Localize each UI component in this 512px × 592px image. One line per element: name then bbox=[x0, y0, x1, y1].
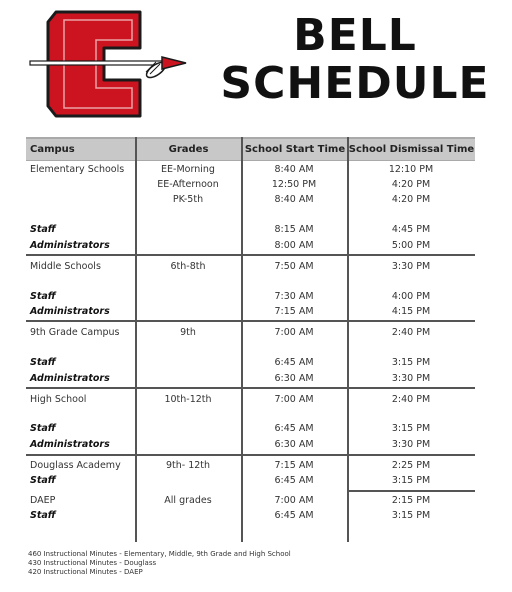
grade-cell: 6th-8th bbox=[170, 261, 206, 272]
page-title bbox=[210, 10, 500, 109]
dismissal-time: 12:10 PM bbox=[388, 164, 434, 175]
header-dismissal-time: School Dismissal Time bbox=[348, 137, 475, 161]
dismissal-time: 2:25 PM bbox=[391, 460, 431, 471]
grade-cell: All grades bbox=[164, 495, 212, 506]
campus-name: Middle Schools bbox=[30, 261, 101, 272]
administrators-label: Administrators bbox=[30, 240, 110, 251]
start-time: 7:00 AM bbox=[274, 495, 314, 506]
row-divider bbox=[26, 320, 475, 322]
dismissal-time: 4:45 PM bbox=[391, 224, 431, 235]
start-time: 7:15 AM bbox=[274, 460, 314, 471]
dismissal-time: 4:20 PM bbox=[391, 179, 431, 190]
grade-cell: EE-Morning bbox=[161, 164, 215, 175]
grade-cell: PK-5th bbox=[172, 194, 204, 205]
note-line: 460 Instructional Minutes - Elementary, Middle, 9th Grade and High School bbox=[28, 550, 291, 558]
staff-label: Staff bbox=[30, 224, 56, 235]
dismissal-time: 4:00 PM bbox=[391, 291, 431, 302]
header-grades: Grades bbox=[135, 137, 242, 161]
dismissal-time: 2:15 PM bbox=[391, 495, 431, 506]
campus-name: Douglass Academy bbox=[30, 460, 121, 471]
dismissal-time: 3:15 PM bbox=[391, 475, 431, 486]
administrators-label: Administrators bbox=[30, 439, 110, 450]
administrators-label: Administrators bbox=[30, 306, 110, 317]
dismissal-time: 5:00 PM bbox=[391, 240, 431, 251]
dismissal-time: 2:40 PM bbox=[391, 327, 431, 338]
staff-label: Staff bbox=[30, 510, 56, 521]
grade-cell: 10th-12th bbox=[164, 394, 212, 405]
start-time: 8:40 AM bbox=[274, 164, 314, 175]
start-time: 8:15 AM bbox=[274, 224, 314, 235]
staff-label: Staff bbox=[30, 423, 56, 434]
campus-name: Elementary Schools bbox=[30, 164, 125, 175]
staff-label: Staff bbox=[30, 291, 56, 302]
school-logo bbox=[28, 10, 200, 118]
start-time: 6:45 AM bbox=[274, 510, 314, 521]
row-divider bbox=[26, 387, 475, 389]
dismissal-time: 3:30 PM bbox=[391, 439, 431, 450]
dismissal-time: 3:15 PM bbox=[391, 423, 431, 434]
start-time: 7:50 AM bbox=[274, 261, 314, 272]
row-divider bbox=[26, 454, 475, 456]
note-line: 430 Instructional Minutes - Douglass bbox=[28, 559, 157, 567]
start-time: 6:45 AM bbox=[274, 423, 314, 434]
note-line: 420 Instructional Minutes - DAEP bbox=[28, 568, 143, 576]
title-line-2: SCHEDULE bbox=[220, 58, 490, 109]
dismissal-time: 3:15 PM bbox=[391, 510, 431, 521]
campus-name: DAEP bbox=[30, 495, 56, 506]
start-time: 8:00 AM bbox=[274, 240, 314, 251]
staff-label: Staff bbox=[30, 357, 56, 368]
dismissal-time: 4:20 PM bbox=[391, 194, 431, 205]
title-line-1: BELL bbox=[293, 10, 417, 61]
start-time: 6:30 AM bbox=[274, 439, 314, 450]
start-time: 7:30 AM bbox=[274, 291, 314, 302]
staff-label: Staff bbox=[30, 475, 56, 486]
dismissal-time: 4:15 PM bbox=[391, 306, 431, 317]
start-time: 8:40 AM bbox=[274, 194, 314, 205]
grade-cell: 9th- 12th bbox=[165, 460, 211, 471]
start-time: 6:45 AM bbox=[274, 475, 314, 486]
instructional-minutes-notes bbox=[28, 550, 291, 577]
row-divider bbox=[26, 254, 475, 256]
campus-name: High School bbox=[30, 394, 87, 405]
dismissal-time: 2:40 PM bbox=[391, 394, 431, 405]
bell-schedule-table bbox=[26, 137, 475, 542]
start-time: 7:15 AM bbox=[274, 306, 314, 317]
start-time: 6:45 AM bbox=[274, 357, 314, 368]
start-time: 12:50 PM bbox=[271, 179, 317, 190]
header-start-time: School Start Time bbox=[242, 137, 348, 161]
administrators-label: Administrators bbox=[30, 373, 110, 384]
dismissal-time: 3:15 PM bbox=[391, 357, 431, 368]
start-time: 7:00 AM bbox=[274, 327, 314, 338]
campus-name: 9th Grade Campus bbox=[30, 327, 120, 338]
dismissal-time: 3:30 PM bbox=[391, 261, 431, 272]
start-time: 7:00 AM bbox=[274, 394, 314, 405]
dismissal-time: 3:30 PM bbox=[391, 373, 431, 384]
row-divider bbox=[347, 490, 475, 492]
grade-cell: 9th bbox=[180, 327, 196, 338]
header-campus: Campus bbox=[26, 137, 139, 161]
grade-cell: EE-Afternoon bbox=[157, 179, 219, 190]
start-time: 6:30 AM bbox=[274, 373, 314, 384]
